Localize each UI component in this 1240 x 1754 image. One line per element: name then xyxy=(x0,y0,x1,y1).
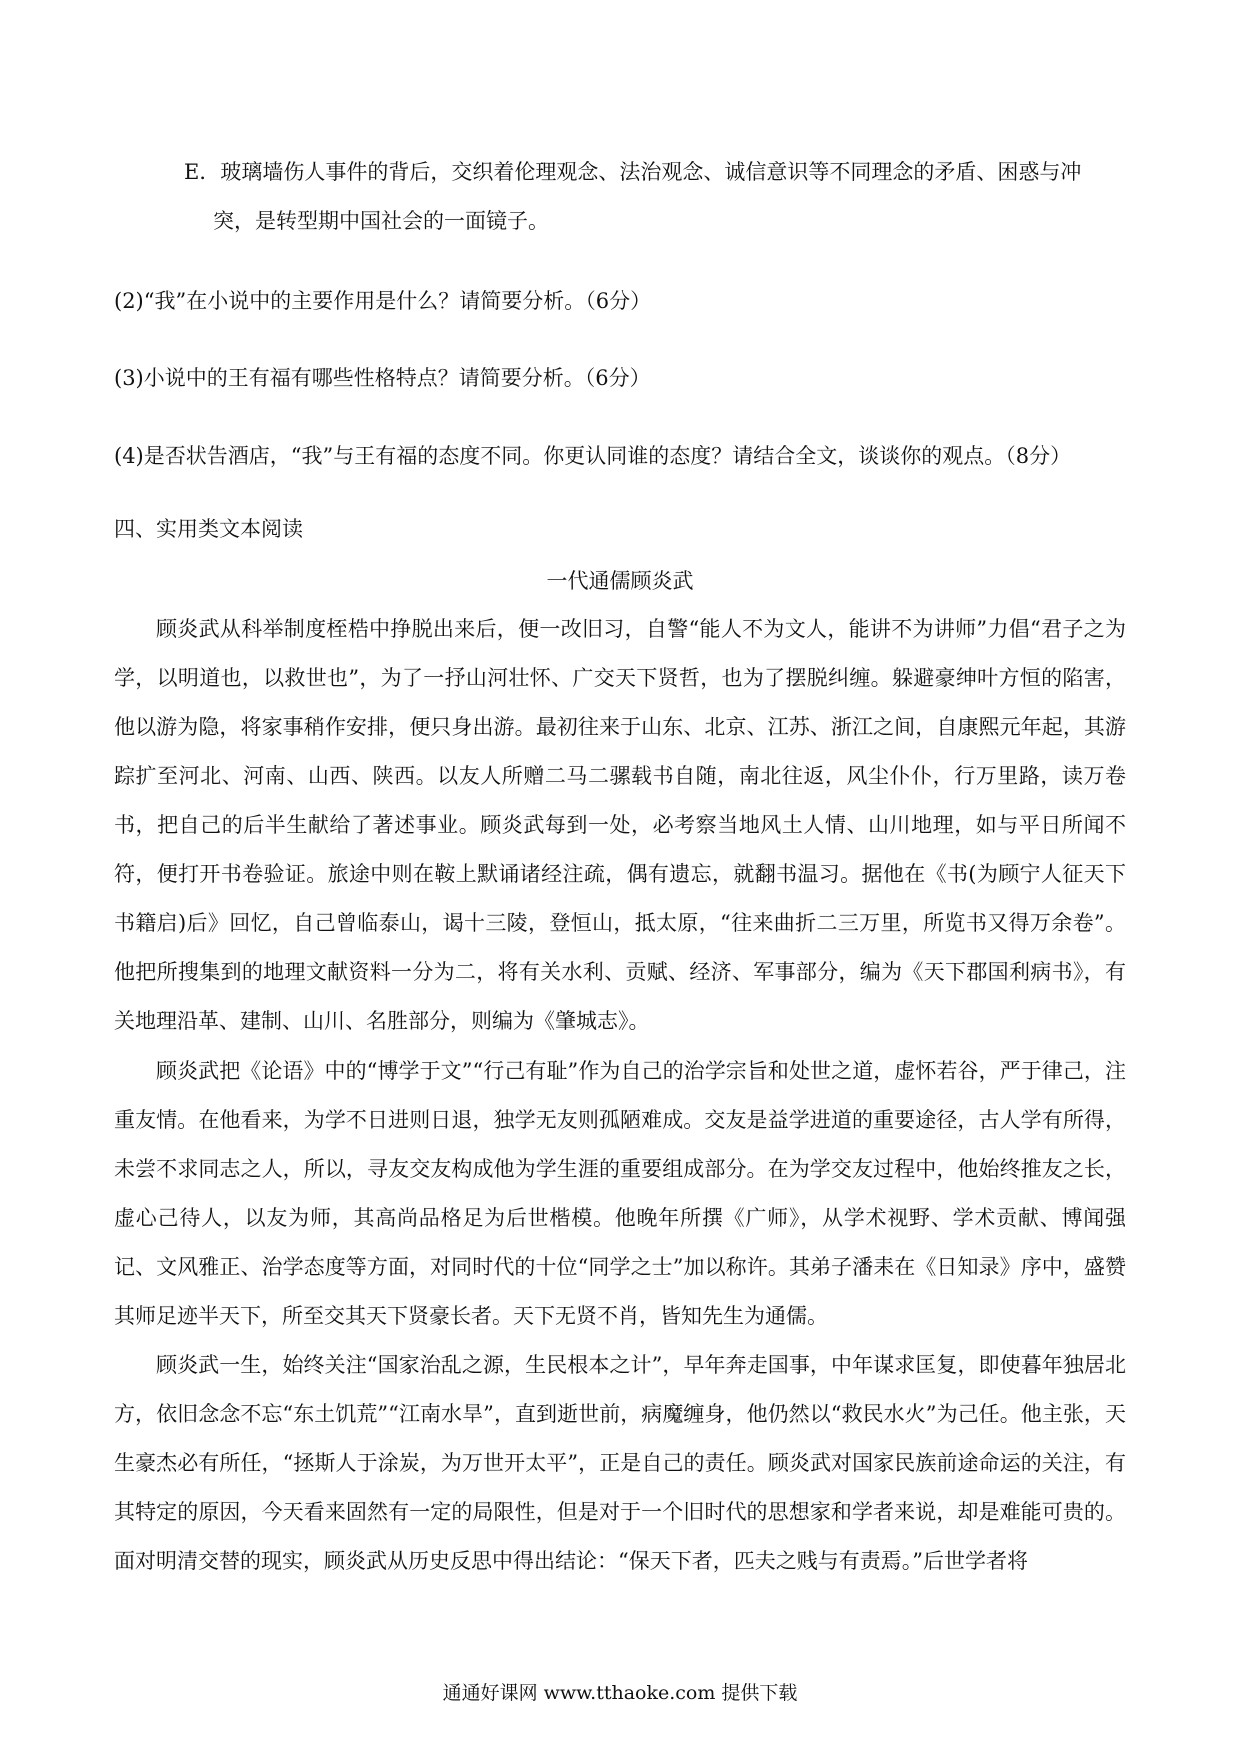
page-footer: 通通好课网 www.tthaoke.com 提供下载 xyxy=(442,1682,798,1704)
article-paragraph-3: 顾炎武一生，始终关注“国家治乱之源，生民根本之计”，早年奔走国事，中年谋求匡复，即使暮年独居北方，依旧念念不忘“东土饥荒”“江南水旱”，直到逝世前，病魔缠身，他仍然以“救民水火”为己任。他主张，天生豪杰必有所任，“拯斯人于涂炭，为万世开太平”，正是自己的责任。顾炎武对国家民族前途命运的关注，有其特定的原因，今天看来固然有一定的局限性，但是对于一个旧时代的思想家和学者来说，却是难能可贵的。面对明清交替的现实，顾炎武从历史反思中得出结论：“保天下者，匹夫之贱与有责焉。”后世学者将 xyxy=(114,1353,1126,1573)
article-paragraph-1: 顾炎武从科举制度桎梏中挣脱出来后，便一改旧习，自警“能人不为文人，能讲不为讲师”力倡“君子之为学，以明道也，以救世也”，为了一抒山河壮怀、广交天下贤哲，也为了摆脱纠缠。躲避豪绅叶方恒的陷害，他以游为隐，将家事稍作安排，便只身出游。最初往来于山东、北京、江苏、浙江之间，自康熙元年起，其游踪扩至河北、河南、山西、陕西。以友人所赠二马二骡载书自随，南北往返，风尘仆仆，行万里路，读万卷书，把自己的后半生献给了著述事业。顾炎武每到一处，必考察当地风土人情、山川地理，如与平日所闻不符，便打开书卷验证。旅途中则在鞍上默诵诸经注疏，偶有遗忘，就翻书温习。据他在《书(为顾宁人征天下书籍启)后》回忆，自己曾临泰山，谒十三陵，登恒山，抵太原，“往来曲折二三万里，所览书又得万余卷”。他把所搜集到的地理文献资料一分为二，将有关水利、贡赋、经济、军事部分，编为《天下郡国利病书》，有关地理沿革、建制、山川、名胜部分，则编为《肇城志》。 xyxy=(114,617,1126,1033)
question-4: (4)是否状告酒店，“我”与王有福的态度不同。你更认同谁的态度？请结合全文，谈谈你的观点。（8分） xyxy=(114,444,1072,468)
article-paragraph-2: 顾炎武把《论语》中的“博学于文”“行己有耻”作为自己的治学宗旨和处世之道，虚怀若谷，严于律己，注重友情。在他看来，为学不日进则日退，独学无友则孤陋难成。交友是益学进道的重要途径，古人学有所得，未尝不求同志之人，所以，寻友交友构成他为学生涯的重要组成部分。在为学交友过程中，他始终推友之长，虚心己待人，以友为师，其高尚品格足为后世楷模。他晚年所撰《广师》，从学术视野、学术贡献、博闻强记、文风雅正、治学态度等方面，对同时代的十位“同学之士”加以称许。其弟子潘耒在《日知录》序中，盛赞其师足迹半天下，所至交其天下贤豪长者。天下无贤不肖，皆知先生为通儒。 xyxy=(114,1059,1126,1328)
question-2: (2)“我”在小说中的主要作用是什么？请简要分析。（6分） xyxy=(114,289,652,313)
question-3: (3)小说中的王有福有哪些性格特点？请简要分析。（6分） xyxy=(114,366,651,390)
option-e-text-line2: 突，是转型期中国社会的一面镜子。 xyxy=(213,209,549,233)
section-heading: 四、实用类文本阅读 xyxy=(114,517,303,541)
option-e-text-line1: E．玻璃墙伤人事件的背后，交织着伦理观念、法治观念、诚信意识等不同理念的矛盾、困惑与冲 xyxy=(184,160,1082,184)
article-title: 一代通儒顾炎武 xyxy=(546,569,694,593)
